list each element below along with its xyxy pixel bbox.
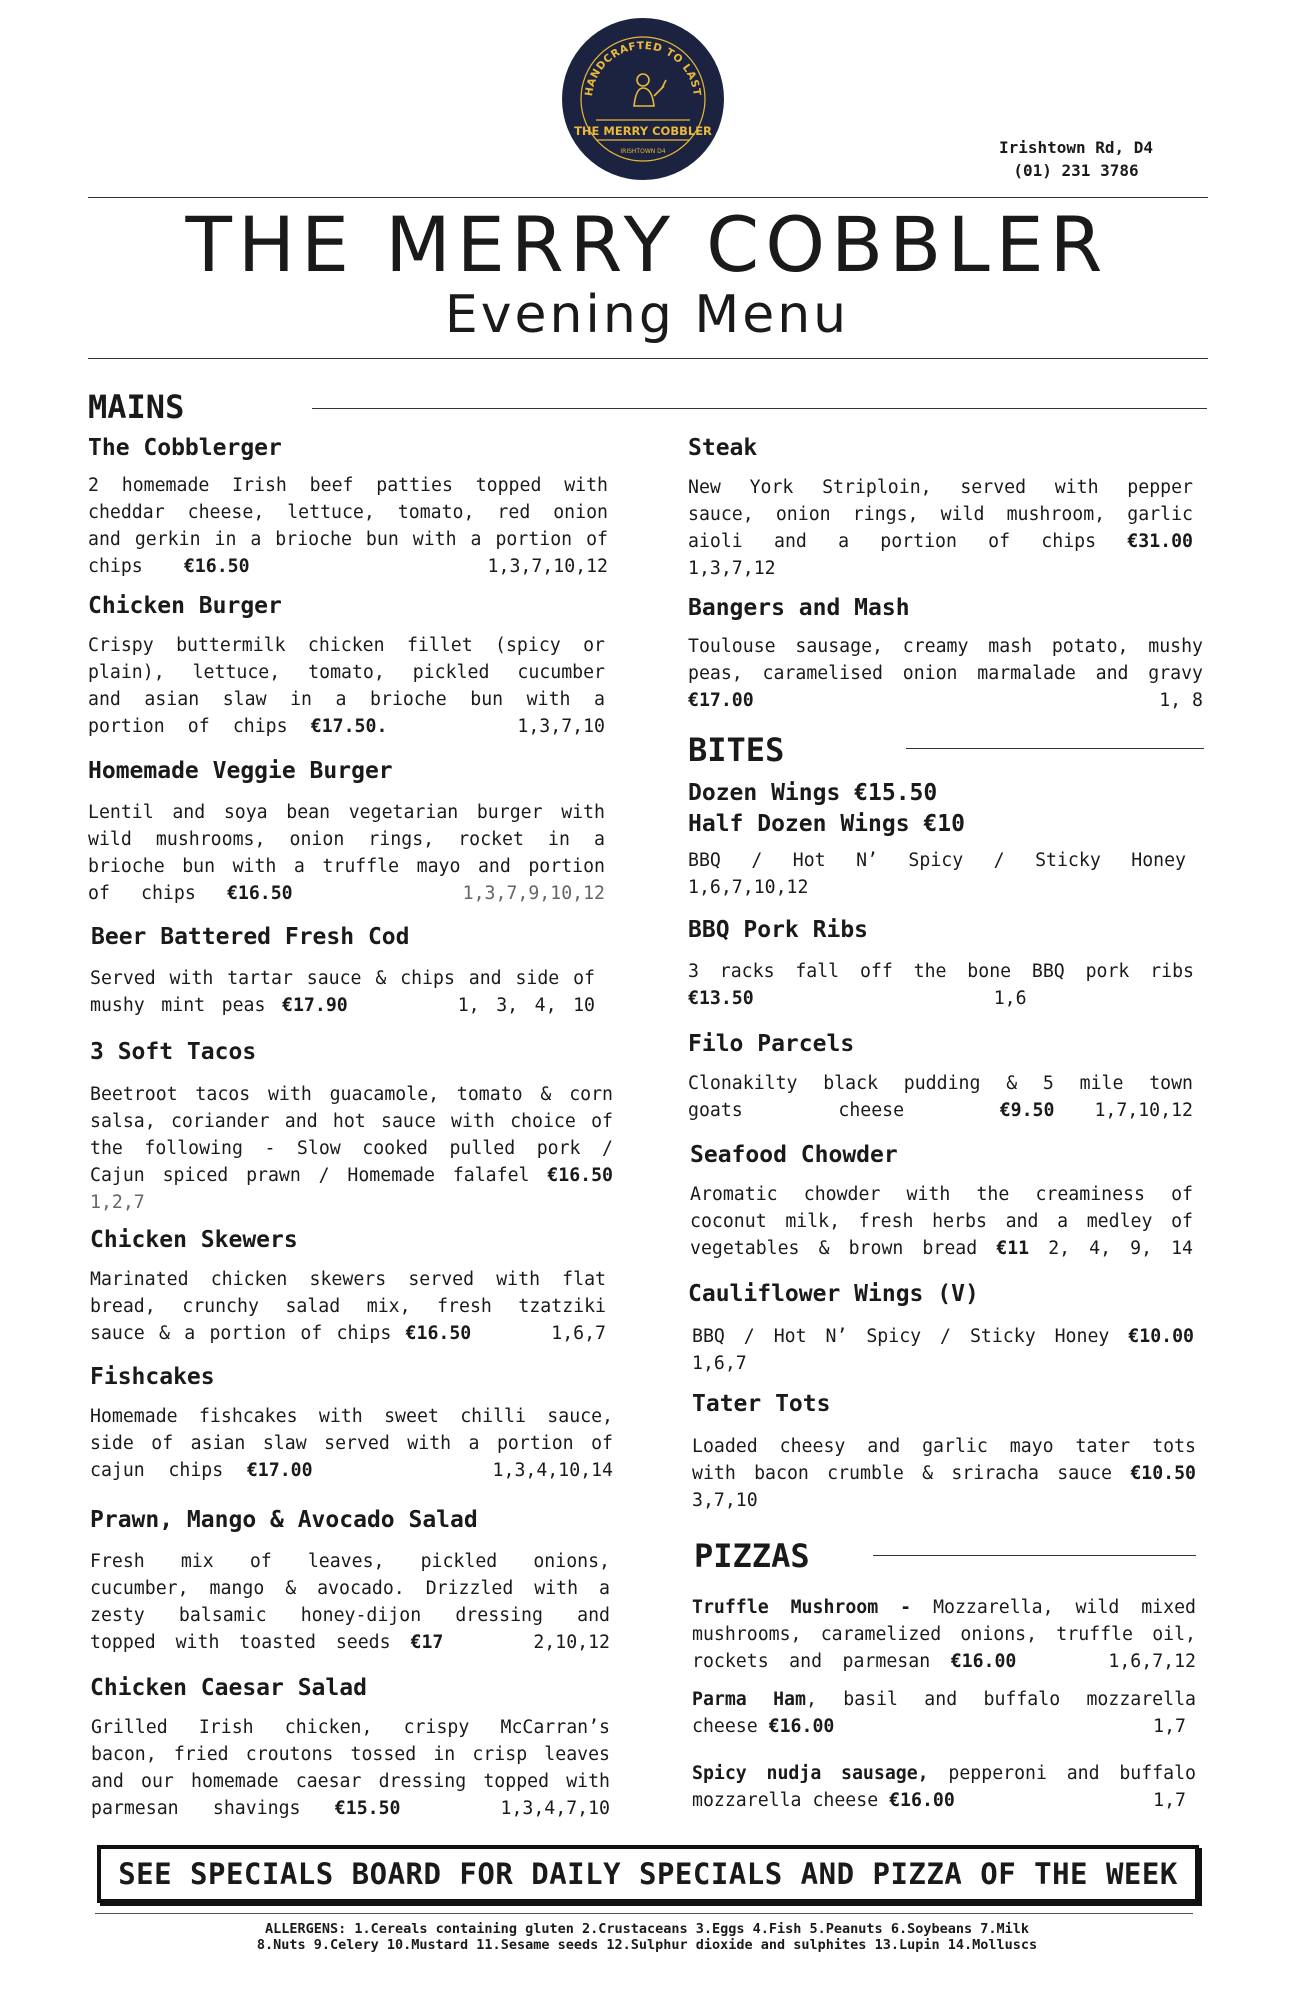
- item-allergens: 1,6,7,12: [1108, 1651, 1196, 1672]
- item-name: Chicken Caesar Salad: [90, 1675, 367, 1701]
- item-description: BBQ / Hot N’ Spicy / Sticky Honey €10.00 1,6,7: [692, 1323, 1194, 1377]
- pizza-item: Spicy nudja sausage, pepperoni and buffalo mozzarella cheese €16.00 1,7: [692, 1760, 1196, 1814]
- item-price: €9.50: [999, 1100, 1055, 1121]
- specials-banner: SEE SPECIALS BOARD FOR DAILY SPECIALS AND PIZZA OF THE WEEK: [97, 1845, 1199, 1903]
- section-title-bites: BITES: [688, 731, 785, 769]
- address-street: Irishtown Rd, D4: [998, 138, 1154, 157]
- item-price: €15.50: [334, 1798, 401, 1819]
- item-description: Grilled Irish chicken, crispy McCarran’s bacon, fried croutons tossed in crisp leaves and our homemade caesar dressing topped with parmesan shavings €15.50 1,3,4,7,10: [91, 1717, 610, 1819]
- item-name: The Cobblerger: [88, 435, 282, 461]
- item-name: Half Dozen Wings €10: [688, 811, 965, 837]
- logo-name: THE MERRY COBBLER: [574, 124, 712, 138]
- item-description: Beetroot tacos with guacamole, tomato & corn salsa, coriander and hot sauce with choice of the following - Slow cooked pulled pork / Cajun spiced prawn / Homemade falafel €16.50 1,2,7: [90, 1081, 613, 1216]
- item-name: Homemade Veggie Burger: [88, 758, 393, 784]
- item-price: €17: [410, 1632, 444, 1653]
- item-price: €16.50: [405, 1323, 472, 1344]
- item-price: €16.50: [226, 883, 293, 904]
- item-name: 3 Soft Tacos: [90, 1039, 257, 1065]
- item-description: Aromatic chowder with the creaminess of coconut milk, fresh herbs and a medley of vegetables & brown bread €11 2, 4, 9, 14: [690, 1184, 1194, 1259]
- logo-graphic: [562, 18, 724, 180]
- divider: [88, 358, 1208, 359]
- item-description: 2 homemade Irish beef patties topped with cheddar cheese, lettuce, tomato, red onion and gerkin in a brioche bun with a portion of chips €16.50 1,3,7,10,12: [88, 475, 608, 577]
- item-name: Dozen Wings €15.50: [688, 780, 938, 806]
- item-price: €16.50: [547, 1165, 613, 1186]
- allergens-line-1: ALLERGENS: 1.Cereals containing gluten 2.Crustaceans 3.Eggs 4.Fish 5.Peanuts 6.Soybeans 7.Milk: [264, 1921, 1029, 1937]
- pizza-item: Parma Ham, basil and buffalo mozzarella cheese €16.00 1,7: [692, 1686, 1196, 1740]
- item-price: €16.50: [183, 556, 250, 577]
- section-rule: [906, 748, 1204, 749]
- item-allergens: 1,6,7: [551, 1323, 606, 1344]
- logo-bottom-text: IRISHTOWN D4: [620, 148, 666, 155]
- section-title-pizzas: PIZZAS: [694, 1537, 810, 1575]
- item-description: 3 racks fall off the bone BBQ pork ribs €13.50 1,6: [688, 961, 1194, 1009]
- item-price: €11: [996, 1238, 1030, 1259]
- item-price: €17.00: [688, 690, 754, 711]
- item-allergens: 1,3,4,10,14: [492, 1460, 613, 1481]
- item-name: Fishcakes: [90, 1364, 215, 1390]
- item-allergens: 2, 4, 9, 14: [1048, 1238, 1194, 1259]
- item-name: Spicy nudja sausage,: [692, 1763, 929, 1784]
- item-description: Loaded cheesy and garlic mayo tater tots with bacon crumble & sriracha sauce €10.50 3,7,10: [692, 1433, 1196, 1514]
- item-name: Prawn, Mango & Avocado Salad: [90, 1507, 478, 1533]
- item-description: Homemade fishcakes with sweet chilli sauce, side of asian slaw served with a portion of cajun chips €17.00 1,3,4,10,14: [90, 1406, 613, 1481]
- item-name: BBQ Pork Ribs: [688, 917, 869, 943]
- pizza-item: Truffle Mushroom - Mozzarella, wild mixed mushrooms, caramelized onions, truffle oil, rockets and parmesan €16.00 1,6,7,12: [692, 1597, 1196, 1672]
- item-price: €16.00: [950, 1651, 1017, 1672]
- item-allergens: 1, 8: [1159, 690, 1203, 711]
- allergens-footer: [0, 1921, 1294, 1953]
- item-allergens: 1,2,7: [90, 1192, 145, 1213]
- section-title-mains: MAINS: [88, 388, 185, 426]
- item-allergens: 1,3,4,7,10: [500, 1798, 610, 1819]
- item-allergens: 1,7,10,12: [1094, 1100, 1193, 1121]
- item-name: Tater Tots: [692, 1391, 831, 1417]
- item-allergens: 1, 3, 4, 10: [457, 995, 596, 1016]
- section-rule: [873, 1555, 1196, 1556]
- item-price: €16.00: [768, 1716, 835, 1737]
- item-allergens: 1,6: [993, 988, 1027, 1009]
- item-name: Filo Parcels: [688, 1031, 855, 1057]
- item-description: Served with tartar sauce & chips and side of mushy mint peas €17.90 1, 3, 4, 10: [90, 968, 596, 1016]
- item-name: Chicken Skewers: [90, 1227, 298, 1253]
- item-description: Toulouse sausage, creamy mash potato, mushy peas, caramelised onion marmalade and gravy €17.00 1, 8: [688, 633, 1203, 714]
- item-allergens: 3,7,10: [692, 1490, 758, 1511]
- item-price: €10.00: [1128, 1326, 1194, 1347]
- item-name: Seafood Chowder: [690, 1142, 898, 1168]
- divider: [88, 197, 1208, 198]
- item-name: Steak: [688, 435, 758, 461]
- item-price: €17.50.: [310, 716, 388, 737]
- item-name: Beer Battered Fresh Cod: [91, 924, 410, 950]
- item-description: BBQ / Hot N’ Spicy / Sticky Honey 1,6,7,10,12: [688, 847, 1186, 901]
- item-allergens: 1,7: [1153, 1790, 1186, 1811]
- item-allergens: 1,3,7,10,12: [487, 556, 608, 577]
- logo: [562, 18, 724, 180]
- item-price: €16.00: [889, 1790, 955, 1811]
- item-name: Bangers and Mash: [688, 595, 910, 621]
- address-phone: (01) 231 3786: [1013, 161, 1139, 180]
- item-description: Fresh mix of leaves, pickled onions, cucumber, mango & avocado. Drizzled with a zesty balsamic honey-dijon dressing and topped with toasted seeds €17 2,10,12: [90, 1551, 611, 1653]
- section-rule: [312, 408, 1207, 409]
- page-title: THE MERRY COBBLER: [185, 200, 1109, 289]
- item-description: Marinated chicken skewers served with flat bread, crunchy salad mix, fresh tzatziki sauce & a portion of chips €16.50 1,6,7: [90, 1269, 606, 1344]
- item-allergens: 2,10,12: [533, 1632, 611, 1653]
- item-description: New York Striploin, served with pepper sauce, onion rings, wild mushroom, garlic aioli and a portion of chips €31.00 1,3,7,12: [688, 474, 1193, 582]
- item-description: Clonakilty black pudding & 5 mile town goats cheese €9.50 1,7,10,12: [688, 1073, 1193, 1121]
- item-price: €17.90: [282, 995, 348, 1016]
- item-price: €17.00: [246, 1460, 313, 1481]
- item-description: Crispy buttermilk chicken fillet (spicy or plain), lettuce, tomato, pickled cucumber and asian slaw in a brioche bun with a portion of chips €17.50. 1,3,7,10: [88, 635, 606, 737]
- allergens-line-2: 8.Nuts 9.Celery 10.Mustard 11.Sesame seeds 12.Sulphur dioxide and sulphites 13.Lupin 14.Molluscs: [256, 1937, 1038, 1953]
- item-allergens: 1,3,7,10: [517, 716, 606, 737]
- item-allergens: 1,7: [1153, 1716, 1186, 1737]
- logo-top-text: HANDCRAFTED TO LAST: [583, 39, 703, 98]
- item-description: Lentil and soya bean vegetarian burger with wild mushrooms, onion rings, rocket in a brioche bun with a truffle mayo and portion of chips €16.50 1,3,7,9,10,12: [88, 802, 605, 904]
- item-allergens: 1,3,7,9,10,12: [462, 883, 605, 904]
- item-allergens: 1,3,7,12: [688, 558, 776, 579]
- address-block: [966, 136, 1186, 182]
- item-price: €31.00: [1127, 531, 1193, 552]
- item-price: €10.50: [1130, 1463, 1197, 1484]
- item-name: Chicken Burger: [88, 593, 282, 619]
- divider: [95, 1913, 1193, 1914]
- cobbler-figure-icon: [634, 74, 666, 106]
- item-price: €13.50: [688, 988, 754, 1009]
- item-name: Truffle Mushroom -: [692, 1597, 912, 1618]
- item-name: Cauliflower Wings (V): [688, 1281, 979, 1307]
- page-subtitle: Evening Menu: [444, 285, 850, 345]
- item-allergens: 1,6,7: [692, 1353, 747, 1374]
- item-name: Parma Ham: [692, 1689, 806, 1710]
- item-allergens: 1,6,7,10,12: [688, 877, 809, 898]
